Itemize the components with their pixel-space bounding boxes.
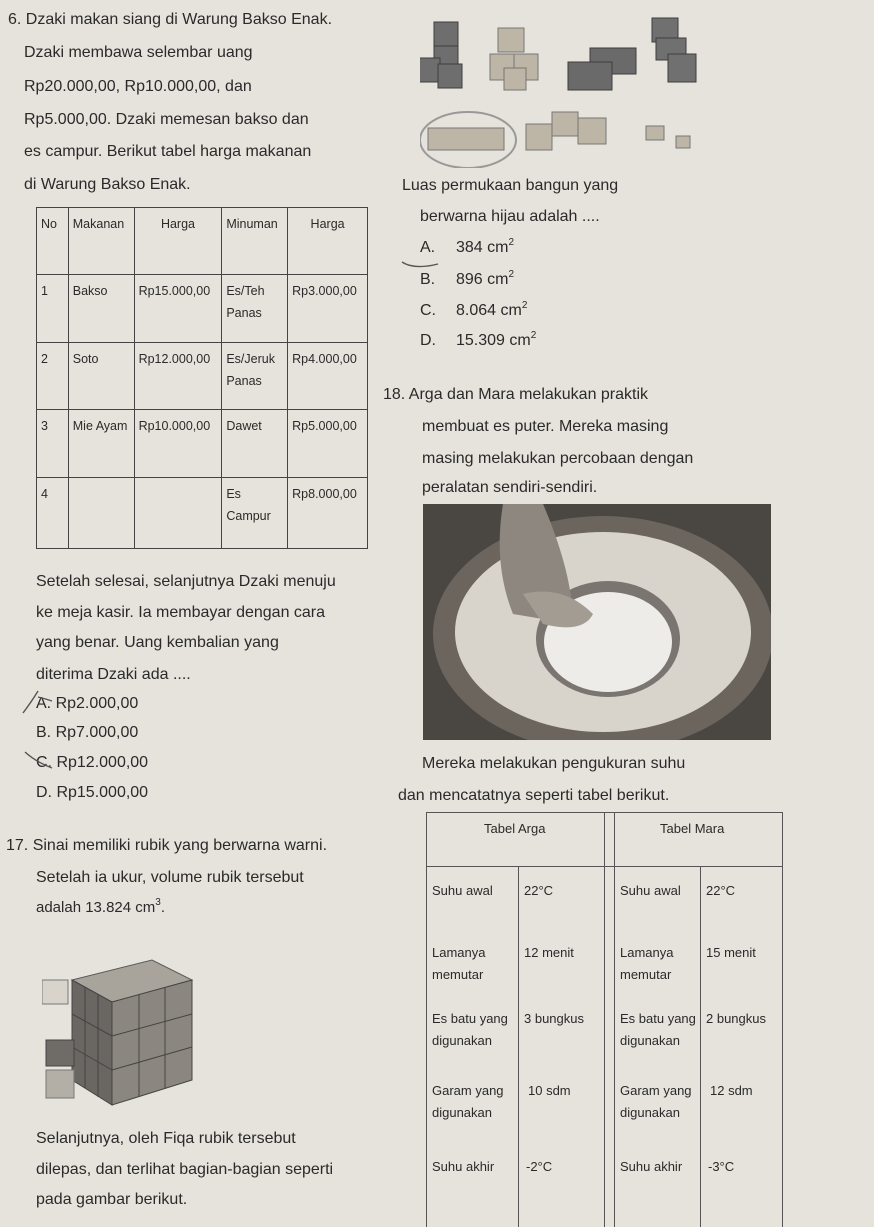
table-divider-1 (604, 812, 605, 1227)
row-food: Bakso (68, 275, 134, 342)
q6-option-c: C. Rp12.000,00 (36, 754, 149, 771)
option-letter: B. (420, 271, 436, 288)
option-exp: 2 (521, 300, 528, 311)
table-row (37, 410, 368, 477)
pencil-mark-a (20, 687, 54, 717)
row-food-price: Rp12.000,00 (134, 342, 222, 409)
option-exp: 2 (508, 269, 515, 280)
price-table (36, 207, 368, 549)
table-row (37, 477, 368, 549)
arga-value-2: 12 menit (524, 945, 574, 960)
option-value: 8.064 cm (456, 302, 522, 319)
pencil-mark-b (400, 258, 440, 278)
q6-line-1: 6. Dzaki makan siang di Warung Bakso Enak. (8, 11, 333, 28)
ice-cream-photo (423, 504, 771, 740)
cube-q-line-2: berwarna hijau adalah .... (420, 208, 600, 225)
header-no: No (37, 208, 69, 275)
cube-blocks-figure (420, 8, 720, 168)
option-value: 896 cm (456, 271, 509, 288)
row-food (68, 477, 134, 549)
row-drink: Es/Jeruk Panas (222, 342, 288, 409)
row-drink: Es Campur (222, 477, 288, 549)
q6-after-3: yang benar. Uang kembalian yang (36, 634, 279, 651)
arga-label-2: Lamanya memutar (432, 945, 486, 982)
header-drink-price: Harga (288, 208, 368, 275)
option-letter: C. (420, 302, 436, 319)
row-food: Mie Ayam (68, 410, 134, 477)
row-drink-price: Rp4.000,00 (288, 342, 368, 409)
arga-label-4: Garam yang digunakan (432, 1083, 504, 1120)
pencil-mark-c (22, 748, 56, 770)
mara-value-3: 2 bungkus (706, 1011, 766, 1026)
volume-exp: 3 (155, 897, 161, 908)
price-table-header (37, 208, 368, 275)
row-drink-price: Rp3.000,00 (288, 275, 368, 342)
arga-label-1: Suhu awal (432, 883, 493, 898)
table-row (37, 342, 368, 409)
volume-text: adalah 13.824 cm (36, 899, 156, 916)
q17-line-1: 17. Sinai memiliki rubik yang berwarna warni. (6, 837, 328, 854)
mara-value-1: 22°C (706, 883, 736, 898)
row-drink-price: Rp8.000,00 (288, 477, 368, 549)
header-food-price: Harga (134, 208, 222, 275)
q6-line-2: Dzaki membawa selembar uang (24, 44, 253, 61)
q6-after-1: Setelah selesai, selanjutnya Dzaki menuju (36, 573, 336, 590)
option-letter: A. (420, 239, 436, 256)
mara-value-5: -3°C (708, 1159, 735, 1174)
q18-after-2: dan mencatatnya seperti tabel berikut. (398, 787, 670, 804)
row-food: Soto (68, 342, 134, 409)
q18-line-2: membuat es puter. Mereka masing (422, 418, 669, 435)
q6-after-2: ke meja kasir. Ia membayar dengan cara (36, 604, 326, 621)
option-letter: D. (420, 332, 436, 349)
table-border-right (782, 812, 783, 1227)
table-divider-2 (614, 812, 615, 1227)
q18-after-1: Mereka melakukan pengukuran suhu (422, 755, 686, 772)
q6-option-d: D. Rp15.000,00 (36, 784, 149, 801)
arga-value-4: 10 sdm (528, 1083, 571, 1098)
row-food-price: Rp15.000,00 (134, 275, 222, 342)
q17-after-3: pada gambar berikut. (36, 1191, 188, 1208)
row-drink: Dawet (222, 410, 288, 477)
q6-after-4: diterima Dzaki ada .... (36, 666, 191, 683)
option-exp: 2 (530, 330, 537, 341)
q6-line-4: Rp5.000,00. Dzaki memesan bakso dan (24, 111, 309, 128)
row-drink-price: Rp5.000,00 (288, 410, 368, 477)
volume-suffix: . (160, 899, 165, 916)
table-border-header (426, 866, 783, 867)
option-value: 15.309 cm (456, 332, 531, 349)
row-no: 2 (37, 342, 69, 409)
arga-value-1: 22°C (524, 883, 554, 898)
q6-option-b: B. Rp7.000,00 (36, 724, 139, 741)
header-drink: Minuman (222, 208, 288, 275)
mara-label-4: Garam yang digunakan (620, 1083, 692, 1120)
q17-after-2: dilepas, dan terlihat bagian-bagian seperti (36, 1161, 334, 1178)
arga-value-3: 3 bungkus (524, 1011, 584, 1026)
cube-option-d (420, 331, 536, 351)
q6-line-3: Rp20.000,00, Rp10.000,00, dan (24, 78, 252, 95)
q6-line-6: di Warung Bakso Enak. (24, 176, 191, 193)
mara-label-5: Suhu akhir (620, 1159, 683, 1174)
arga-col-divider (518, 866, 519, 1227)
mara-value-4: 12 sdm (710, 1083, 753, 1098)
rubik-cube-figure (42, 940, 202, 1110)
cube-option-c (420, 301, 527, 321)
cube-q-line-1: Luas permukaan bangun yang (402, 177, 619, 194)
row-no: 4 (37, 477, 69, 549)
q18-line-4: peralatan sendiri-sendiri. (422, 479, 598, 496)
arga-label-3: Es batu yang digunakan (432, 1011, 508, 1048)
option-value: 384 cm (456, 239, 509, 256)
row-food-price: Rp10.000,00 (134, 410, 222, 477)
table-border-left (426, 812, 427, 1227)
table-row (37, 275, 368, 342)
arga-label-5: Suhu akhir (432, 1159, 495, 1174)
row-no: 3 (37, 410, 69, 477)
row-no: 1 (37, 275, 69, 342)
q6-option-a: A. Rp2.000,00 (36, 695, 139, 712)
option-exp: 2 (508, 237, 515, 248)
q17-line-2: Setelah ia ukur, volume rubik tersebut (36, 869, 304, 886)
cube-option-a (420, 238, 514, 258)
q17-volume (36, 898, 165, 918)
mara-table-title: Tabel Mara (660, 821, 725, 836)
q18-line-3: masing melakukan percobaan dengan (422, 450, 694, 467)
mara-label-3: Es batu yang digunakan (620, 1011, 696, 1048)
mara-label-1: Suhu awal (620, 883, 681, 898)
mara-label-2: Lamanya memutar (620, 945, 674, 982)
mara-value-2: 15 menit (706, 945, 756, 960)
row-food-price (134, 477, 222, 549)
header-food: Makanan (68, 208, 134, 275)
q6-line-5: es campur. Berikut tabel harga makanan (24, 143, 312, 160)
table-border-top (426, 812, 783, 813)
q18-line-1: 18. Arga dan Mara melakukan praktik (383, 386, 649, 403)
q17-after-1: Selanjutnya, oleh Fiqa rubik tersebut (36, 1130, 296, 1147)
arga-table-title: Tabel Arga (484, 821, 546, 836)
row-drink: Es/Teh Panas (222, 275, 288, 342)
arga-value-5: -2°C (526, 1159, 553, 1174)
